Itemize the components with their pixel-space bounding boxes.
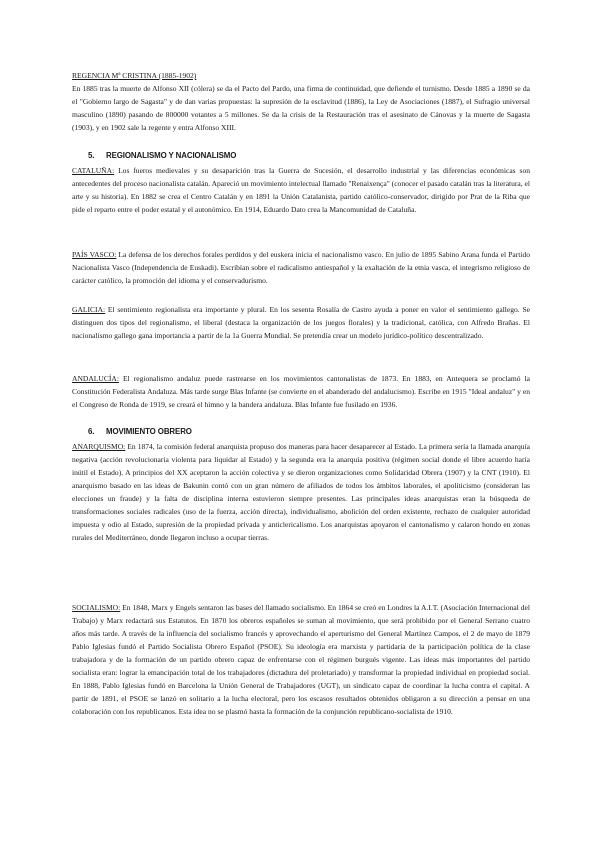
regencia-section [72,69,530,134]
regencia-heading: REGENCIA Mª CRISTINA (1885-1902) [72,71,197,80]
section-5-title: REGIONALISMO Y NACIONALISMO [106,151,237,160]
cataluna-paragraph [72,164,530,216]
cataluna-text: Los fueros medievales y su desaparición tras la Guerra de Sucesión, el desarrollo industrial y las diferencias económicas son antecedentes del proceso nacionalista catalán. Apareció un movimiento intelectual llamado "Renaixença" (conocer el pasado catalán tras la literatura, el arte y su historia). En 1882 se crea el Centro Catalán y en 1891 la Unión Catalanista, partido católico-conservador, dirigido por Prat de la Riba que pide el reparto entre el poder estatal y el autonómico. En 1914, Eduardo Dato crea la Mancomunidad de Cataluña. [72,166,530,214]
pais-vasco-text: La defensa de los derechos forales perdidos y del euskera inicia el nacionalismo vasco. En julio de 1895 Sabino Arana funda el Partido Nacionalista Vasco (Independencia de Euskadi). Escribían sobre el radicalismo antiespañol y la exaltación de la etnia vasca, el integrismo religioso de carácter católico, la promoción del idioma y el conservadurismo. [72,250,530,285]
anarquismo-label: ANARQUISMO: [72,442,126,451]
section-6-title: MOVIMIENTO OBRERO [106,427,192,436]
socialismo-text: En 1848, Marx y Engels sentaron las bases del llamado socialismo. En 1864 se creó en Londres la A.I.T. (Asociación Internacional del Trabajo) y Marx redactará sus Estatutos. En 1870 los obreros españoles se suman al movimiento, que será prohibido por el General Serrano cuatro años más tarde. A través de la influencia del socialismo francés y aprovechando el aperturismo del General Martínez Campos, el 2 de mayo de 1879 Pablo Iglesias fundó el Partido Socialista Obrero Español (PSOE). Su ideología era marxista y partidaria de la participación política de la clase trabajadora y de la formación de un partido obrero capaz de enfrentarse con el régimen burgués vigente. Las ideas más importantes del partido socialista eran: lograr la emancipación total de los trabajadores (dictadura del proletariado) y transformar la propiedad individual en propiedad social. En 1888, Pablo Iglesias fundó en Barcelona la Unión General de Trabajadores (UGT), un sindicato capaz de coordinar la lucha contra el capital. A partir de 1891, el PSOE se lanzó en solitario a la lucha electoral, pero los escasos resultados obtenidos obligaron a su dirección a pensar en una colaboración con los republicanos. Esta idea no se plasmó hasta la formación de la conjunción republicano-socialista de 1910. [72,603,530,716]
galicia-paragraph [72,303,530,342]
andalucia-paragraph [72,372,530,411]
socialismo-paragraph [72,601,530,718]
andalucia-label: ANDALUCÍA: [72,374,119,383]
andalucia-text: El regionalismo andaluz puede rastrearse en los movimientos cantonalistas de 1873. En 1883, en Antequera se proclamó la Constitución Federalista Andaluza. Más tarde surge Blas Infante (se convierte en el abanderado del andalucismo). Escribe en 1915 "Ideal andaluz" y en el Congreso de Ronda de 1919, se creará el himno y la bandera andaluza. Blas Infante fue fusilado en 1936. [72,374,530,409]
galicia-text: El sentimiento regionalista era importante y plural. En los sesenta Rosalía de Castro ayuda a poner en valor el sentimiento gallego. Se distinguen dos tipos del regionalismo, el liberal (destaca la organización de los juegos florales) y la tradicional, católica, con Alfredo Brañas. El nacionalismo gallego gana importancia a partir de la 1a Guerra Mundial. Se pretendía crear un modelo jurídico-político descentralizado. [72,305,530,340]
regencia-paragraph: En 1885 tras la muerte de Alfonso XII (cólera) se da el Pacto del Pardo, una firma de continuidad, que defiende el turnismo. Desde 1885 a 1890 se da el "Gobierno largo de Sagasta" y de dan varias propuestas: la supresión de la esclavitud (1886), la Ley de Asociaciones (1887), el Sufragio universal masculino (1890) pasando de 800000 votantes a 5 millones. Se da la crisis de la Restauración tras el asesinato de Cánovas y la muerte de Sagasta (1903), y en 1902 sale la regente y entra Alfonso XIII. [72,84,530,132]
cataluna-label: CATALUÑA: [72,166,115,175]
socialismo-label: SOCIALISMO: [72,603,121,612]
pais-vasco-paragraph [72,248,530,287]
anarquismo-text: En 1874, la comisión federal anarquista propuso dos maneras para hacer desaparecer al Estado. La primera sería la llamada anarquía negativa (acción revolucionaria violenta para liquidar al Estado) y la segunda era la anarquía positiva (régimen social donde el libre acuerdo haría inútil el Estado). A principios del XX aceptaron la acción colectiva y se dieron organizaciones como Solidaridad Obrera (1907) y la CNT (1910). El anarquismo basado en las ideas de Bakunin contó con un gran número de afiliados de todos los ámbitos laborales, el apoliticismo (consideran las elecciones un fraude) y la falta de disciplina interna estuvieron siempre presentes. Las principales ideas anarquistas eran la búsqueda de transformaciones sociales radicales (uso de la fuerza, acción directa), individualismo, abolición del orden existente, rechazo de cualquier autoridad impuesta y odio al Estado, supresión de la propiedad privada y anticlericalismo. Los anarquistas apoyaron el cantonalismo y calaron hondo en zonas rurales del Mediterráneo, donde llegaron incluso a ocupar tierras. [72,442,530,542]
anarquismo-paragraph [72,440,530,544]
section-6-heading [88,426,192,438]
section-6-number: 6. [88,427,95,436]
galicia-label: GALICIA: [72,305,106,314]
section-5-number: 5. [88,151,95,160]
pais-vasco-label: PAÍS VASCO: [72,250,117,259]
section-5-heading [88,150,236,162]
